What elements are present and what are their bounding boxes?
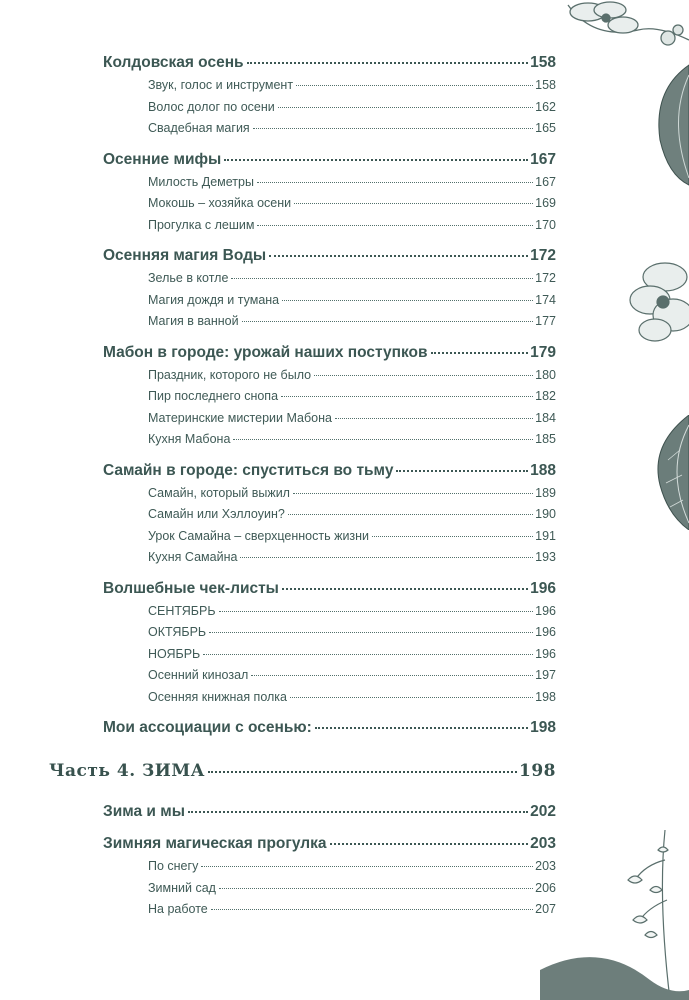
toc-subentry[interactable] bbox=[148, 121, 556, 143]
page-number: 180 bbox=[535, 367, 556, 382]
toc-subentry[interactable] bbox=[148, 175, 556, 197]
entry-title: Прогулка с лешим bbox=[148, 217, 255, 232]
toc-subentry[interactable] bbox=[148, 668, 556, 690]
page-number: 196 bbox=[535, 625, 556, 639]
entry-title: НОЯБРЬ bbox=[148, 646, 201, 661]
leader-dots bbox=[396, 470, 528, 472]
page-number: 167 bbox=[530, 150, 556, 168]
toc-section bbox=[103, 580, 556, 712]
leader-dots bbox=[288, 514, 533, 515]
toc-subentry[interactable] bbox=[148, 314, 556, 336]
leader-dots bbox=[233, 439, 533, 440]
entry-title: Самайн или Хэллоуин? bbox=[148, 507, 285, 521]
entry-title: Магия в ванной bbox=[148, 314, 239, 328]
toc-subentry[interactable] bbox=[148, 529, 556, 551]
leader-dots bbox=[315, 727, 528, 729]
entry-title: Свадебная магия bbox=[148, 121, 250, 135]
page-number: 190 bbox=[535, 507, 556, 521]
leader-dots bbox=[282, 300, 533, 301]
leader-dots bbox=[240, 557, 533, 558]
entry-title: Волшебные чек-листы bbox=[103, 579, 279, 597]
leader-dots bbox=[431, 352, 529, 354]
lily-of-the-valley-illustration bbox=[540, 820, 689, 1000]
entry-title: Кухня Мабона bbox=[148, 432, 231, 446]
leader-dots bbox=[335, 418, 533, 419]
page-number: 172 bbox=[530, 247, 556, 264]
leader-dots bbox=[247, 62, 529, 64]
toc-subentry[interactable] bbox=[148, 507, 556, 529]
leader-dots bbox=[278, 107, 533, 108]
toc-section-entry[interactable] bbox=[103, 462, 556, 486]
flower-illustration bbox=[548, 0, 689, 60]
leader-dots bbox=[209, 632, 533, 633]
entry-title: Зелье в котле bbox=[148, 271, 229, 285]
leader-dots bbox=[251, 675, 533, 676]
entry-title: Зимняя магическая прогулка bbox=[103, 835, 327, 852]
leader-dots bbox=[257, 182, 533, 183]
page-number: 167 bbox=[535, 174, 556, 189]
toc-section bbox=[103, 247, 556, 336]
page-number: 189 bbox=[535, 485, 556, 500]
toc-subentry[interactable] bbox=[148, 411, 556, 433]
leader-dots bbox=[219, 611, 534, 612]
toc-subentry[interactable] bbox=[148, 389, 556, 411]
entry-title: Магия дождя и тумана bbox=[148, 292, 280, 307]
toc-section-entry[interactable] bbox=[103, 835, 556, 859]
page-number: 203 bbox=[530, 835, 556, 852]
toc-subentry[interactable] bbox=[148, 293, 556, 315]
page-number: 174 bbox=[535, 292, 556, 307]
toc-subentry[interactable] bbox=[148, 604, 556, 626]
toc-subentry[interactable] bbox=[148, 368, 556, 390]
toc-section bbox=[103, 835, 556, 924]
toc-subentry[interactable] bbox=[148, 859, 556, 881]
part-page: 198 bbox=[519, 761, 556, 781]
entry-title: Мабон в городе: урожай наших поступков bbox=[103, 343, 428, 361]
page-number: 158 bbox=[530, 54, 556, 71]
part-title: Часть 4. ЗИМА bbox=[49, 761, 206, 781]
leader-dots bbox=[188, 811, 528, 813]
page-number: 203 bbox=[535, 859, 556, 873]
entry-title: Милость Деметры bbox=[148, 174, 254, 189]
entry-title: Самайн, который выжил bbox=[148, 485, 290, 500]
page-number: 191 bbox=[535, 528, 556, 543]
toc-section-entry[interactable] bbox=[103, 580, 556, 604]
entry-title: Самайн в городе: спуститься во тьму bbox=[103, 461, 394, 479]
toc-section-entry[interactable] bbox=[103, 719, 556, 743]
table-of-contents bbox=[49, 50, 556, 932]
leader-dots bbox=[294, 203, 533, 204]
toc-section-entry[interactable] bbox=[103, 54, 556, 78]
toc-section-entry[interactable] bbox=[103, 803, 556, 827]
toc-subentry[interactable] bbox=[148, 690, 556, 712]
entry-title: Осенний кинозал bbox=[148, 668, 249, 682]
page-number: 177 bbox=[535, 314, 556, 328]
leader-dots bbox=[290, 697, 533, 698]
toc-part-entry[interactable] bbox=[49, 761, 556, 791]
toc-section-entry[interactable] bbox=[103, 151, 556, 175]
entry-title: Осенняя книжная полка bbox=[148, 689, 287, 704]
leader-dots bbox=[314, 375, 533, 376]
entry-title: Колдовская осень bbox=[103, 54, 244, 71]
page-number: 182 bbox=[535, 389, 556, 403]
leader-dots bbox=[269, 255, 528, 257]
leader-dots bbox=[296, 85, 533, 86]
entry-title: Звук, голос и инструмент bbox=[148, 78, 294, 92]
toc-subentry[interactable] bbox=[148, 625, 556, 647]
toc-subentry[interactable] bbox=[148, 78, 556, 100]
page-number: 184 bbox=[535, 410, 556, 425]
toc-subentry[interactable] bbox=[148, 881, 556, 903]
toc-subentry[interactable] bbox=[148, 647, 556, 669]
leader-dots bbox=[282, 588, 528, 590]
page-number: 188 bbox=[530, 461, 556, 479]
page-number: 193 bbox=[535, 550, 556, 564]
page-number: 207 bbox=[535, 902, 556, 916]
page-number: 172 bbox=[535, 271, 556, 285]
page-number: 198 bbox=[530, 719, 556, 736]
entry-title: Кухня Самайна bbox=[148, 550, 238, 564]
page-number: 162 bbox=[535, 99, 556, 114]
toc-section bbox=[103, 344, 556, 454]
toc-subentry[interactable] bbox=[148, 486, 556, 508]
toc-section bbox=[103, 54, 556, 143]
toc-subentry[interactable] bbox=[148, 271, 556, 293]
entry-title: ОКТЯБРЬ bbox=[148, 625, 207, 639]
page-number: 202 bbox=[530, 803, 556, 820]
page-number: 198 bbox=[535, 689, 556, 704]
entry-title: По снегу bbox=[148, 859, 199, 873]
leader-dots bbox=[219, 888, 533, 889]
page-number: 196 bbox=[535, 603, 556, 618]
entry-title: Зима и мы bbox=[103, 803, 185, 820]
leaf-illustration bbox=[648, 60, 689, 190]
entry-title: Волос долог по осени bbox=[148, 99, 275, 114]
page-number: 170 bbox=[535, 217, 556, 232]
toc-subentry[interactable] bbox=[148, 432, 556, 454]
toc-subentry[interactable] bbox=[148, 196, 556, 218]
leader-dots bbox=[231, 278, 533, 279]
toc-subentry[interactable] bbox=[148, 218, 556, 240]
entry-title: На работе bbox=[148, 902, 208, 916]
toc-autumn-sections bbox=[103, 54, 556, 743]
page-number: 206 bbox=[535, 880, 556, 895]
entry-title: Пир последнего снопа bbox=[148, 389, 279, 403]
leader-dots bbox=[253, 128, 533, 129]
leaf-illustration bbox=[650, 415, 689, 530]
entry-title: Урок Самайна – сверхценность жизни bbox=[148, 528, 370, 543]
toc-winter-sections bbox=[103, 803, 556, 924]
entry-title: Мои ассоциации с осенью: bbox=[103, 719, 312, 736]
leader-dots bbox=[293, 493, 533, 494]
page-number: 197 bbox=[535, 668, 556, 682]
toc-subentry[interactable] bbox=[148, 100, 556, 122]
leader-dots bbox=[242, 321, 534, 322]
toc-section bbox=[103, 803, 556, 827]
entry-title: Материнские мистерии Мабона bbox=[148, 410, 332, 425]
flower-illustration bbox=[625, 255, 689, 345]
page-number: 196 bbox=[530, 579, 556, 597]
leader-dots bbox=[224, 159, 528, 161]
toc-section-entry[interactable] bbox=[103, 247, 556, 271]
entry-title: Зимний сад bbox=[148, 880, 216, 895]
toc-subentry[interactable] bbox=[148, 550, 556, 572]
leader-dots bbox=[201, 866, 533, 867]
entry-title: Осенняя магия Воды bbox=[103, 247, 267, 264]
leader-dots bbox=[211, 909, 533, 910]
entry-title: Осенние мифы bbox=[103, 150, 222, 168]
entry-title: СЕНТЯБРЬ bbox=[148, 603, 216, 618]
page-number: 158 bbox=[535, 78, 556, 92]
toc-section bbox=[103, 462, 556, 572]
leader-dots bbox=[372, 536, 533, 537]
page-number: 185 bbox=[535, 432, 556, 446]
leader-dots bbox=[281, 396, 533, 397]
entry-title: Праздник, которого не было bbox=[148, 367, 312, 382]
toc-section bbox=[103, 151, 556, 240]
entry-title: Мокошь – хозяйка осени bbox=[148, 196, 292, 210]
leader-dots bbox=[203, 654, 533, 655]
page-number: 169 bbox=[535, 196, 556, 210]
page-number: 165 bbox=[535, 121, 556, 135]
toc-subentry[interactable] bbox=[148, 902, 556, 924]
leader-dots bbox=[330, 843, 529, 845]
toc-section bbox=[103, 719, 556, 743]
page-number: 179 bbox=[530, 343, 556, 361]
leader-dots bbox=[257, 225, 533, 226]
leader-dots bbox=[208, 771, 517, 773]
page-number: 196 bbox=[535, 646, 556, 661]
toc-section-entry[interactable] bbox=[103, 344, 556, 368]
